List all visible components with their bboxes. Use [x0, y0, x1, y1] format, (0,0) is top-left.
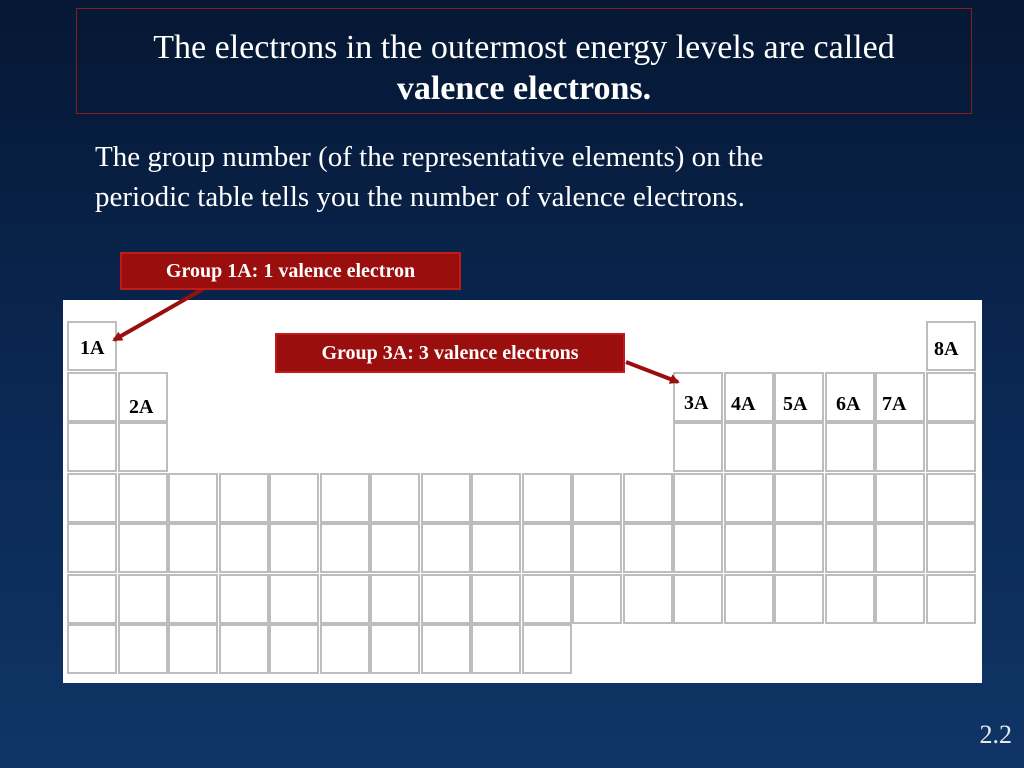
title-box [76, 8, 972, 114]
element-cell [269, 473, 319, 523]
element-cell [269, 523, 319, 573]
group-label-4a: 4A [731, 393, 756, 415]
element-cell [118, 624, 168, 674]
element-cell [421, 574, 471, 624]
slide-number: 2.2 [979, 720, 1012, 749]
element-cell [572, 574, 622, 624]
element-cell [421, 523, 471, 573]
element-cell [522, 624, 572, 674]
element-cell [421, 624, 471, 674]
element-cell [320, 523, 370, 573]
element-cell [168, 523, 218, 573]
element-cell [623, 523, 673, 573]
element-cell [926, 473, 976, 523]
element-cell [67, 624, 117, 674]
element-cell [724, 574, 774, 624]
element-cell [168, 574, 218, 624]
element-cell [774, 574, 824, 624]
element-cell [926, 372, 976, 422]
element-cell [320, 624, 370, 674]
group-label-1a: 1A [80, 337, 105, 359]
element-cell [875, 574, 925, 624]
element-cell [875, 422, 925, 472]
element-cell [673, 574, 723, 624]
element-cell [168, 624, 218, 674]
element-cell [219, 624, 269, 674]
element-cell [370, 624, 420, 674]
element-cell [926, 523, 976, 573]
element-cell [118, 523, 168, 573]
element-cell [673, 523, 723, 573]
element-cell [724, 422, 774, 472]
element-cell [825, 574, 875, 624]
element-cell [370, 574, 420, 624]
element-cell [724, 523, 774, 573]
group-label-5a: 5A [783, 393, 808, 415]
group-label-3a: 3A [684, 392, 709, 414]
element-cell [522, 523, 572, 573]
element-cell [370, 523, 420, 573]
element-cell [926, 422, 976, 472]
element-cell [825, 523, 875, 573]
callout-group-1a: Group 1A: 1 valence electron [120, 252, 461, 290]
element-cell [118, 473, 168, 523]
title-line-1: The electrons in the outermost energy levels are called [153, 29, 895, 66]
element-cell [471, 574, 521, 624]
element-cell [67, 523, 117, 573]
element-cell [825, 422, 875, 472]
element-cell [421, 473, 471, 523]
element-cell [269, 574, 319, 624]
element-cell [774, 473, 824, 523]
element-cell [67, 574, 117, 624]
element-cell [522, 574, 572, 624]
element-cell [875, 523, 925, 573]
element-cell [320, 473, 370, 523]
element-cell [673, 473, 723, 523]
group-label-6a: 6A [836, 393, 861, 415]
element-cell [471, 523, 521, 573]
element-cell [471, 473, 521, 523]
element-cell [370, 473, 420, 523]
element-cell [219, 523, 269, 573]
element-cell [67, 422, 117, 472]
element-cell [118, 422, 168, 472]
element-cell [67, 372, 117, 422]
element-cell [219, 473, 269, 523]
element-cell [572, 523, 622, 573]
group-label-8a: 8A [934, 338, 959, 360]
element-cell [774, 422, 824, 472]
element-cell [471, 624, 521, 674]
element-cell [67, 473, 117, 523]
element-cell [320, 574, 370, 624]
body-line-1: The group number (of the representative elements) on the [95, 141, 764, 173]
element-cell [875, 473, 925, 523]
body-paragraph [95, 137, 915, 217]
element-cell [774, 523, 824, 573]
element-cell [926, 574, 976, 624]
element-cell [522, 473, 572, 523]
element-cell [673, 422, 723, 472]
body-line-2: periodic table tells you the number of valence electrons. [95, 181, 745, 213]
element-cell [623, 473, 673, 523]
title-line-2: valence electrons. [396, 70, 652, 107]
callout-group-3a: Group 3A: 3 valence electrons [275, 333, 625, 373]
element-cell [168, 473, 218, 523]
element-cell [724, 473, 774, 523]
element-cell [572, 473, 622, 523]
element-cell [269, 624, 319, 674]
element-cell [118, 574, 168, 624]
group-label-7a: 7A [882, 393, 907, 415]
element-cell [623, 574, 673, 624]
element-cell [219, 574, 269, 624]
element-cell [825, 473, 875, 523]
group-label-2a: 2A [129, 396, 154, 418]
